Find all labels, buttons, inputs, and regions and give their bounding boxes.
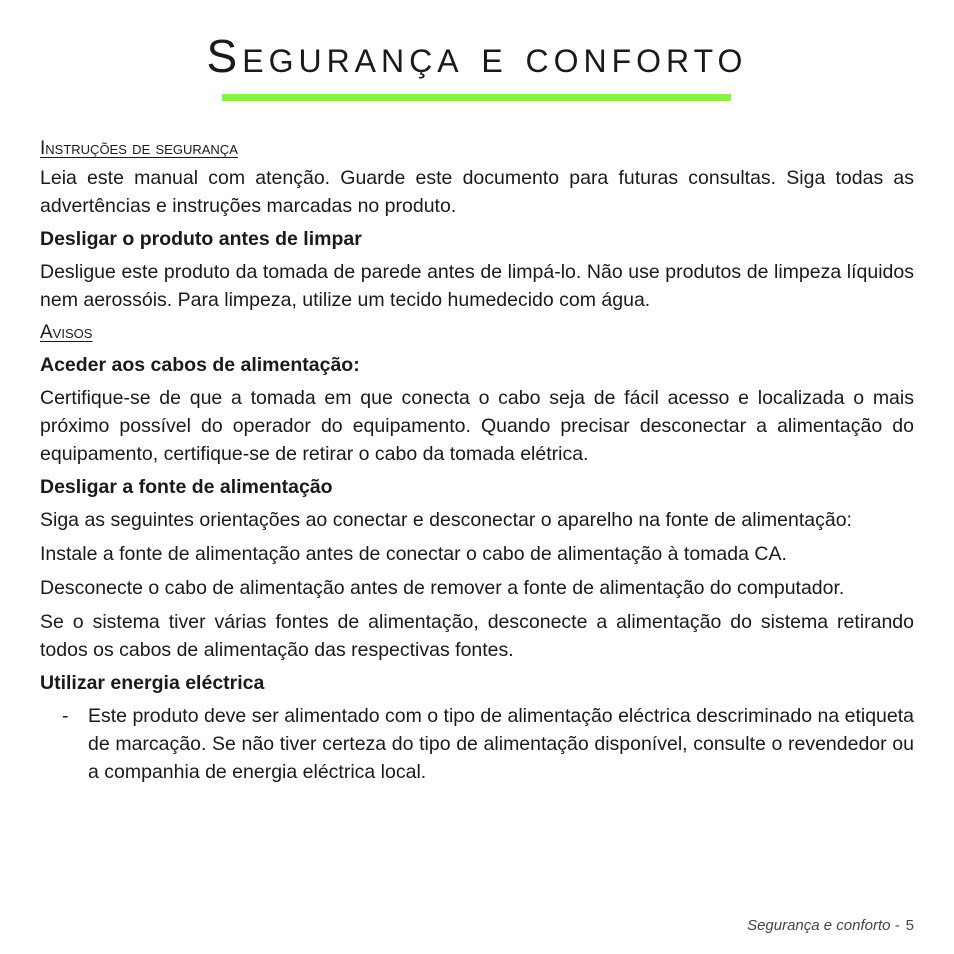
paragraph: Certifique-se de que a tomada em que conecta o cabo seja de fácil acesso e localizada o mais próximo possível do operador do equipamento. Quando precisar desconectar a alimentação do equipamento, certifique-se de retirar o cabo da tomada elétrica. xyxy=(40,387,914,465)
bullet-dash: - xyxy=(62,705,69,727)
page-footer xyxy=(747,917,914,934)
document-body xyxy=(40,136,914,786)
subheading-power-cables: Aceder aos cabos de alimentação: xyxy=(40,354,360,376)
bullet-text: Este produto deve ser alimentado com o tipo de alimentação eléctrica descriminado na etiqueta de marcação. Se não tiver certeza do tipo de alimentação disponível, consulte o revendedor ou a companhia de energia eléctrica local. xyxy=(88,705,914,783)
page-title: Segurança e conforto xyxy=(206,30,748,82)
paragraph: Se o sistema tiver várias fontes de alimentação, desconecte a alimentação do sistema retirando todos os cabos de alimentação das respectivas fontes. xyxy=(40,611,914,661)
footer-title: Segurança e conforto - xyxy=(747,917,900,934)
page-number: 5 xyxy=(905,917,914,934)
section-heading-warnings: Avisos xyxy=(40,322,93,343)
paragraph: Siga as seguintes orientações ao conectar e desconectar o aparelho na fonte de alimentação: xyxy=(40,509,852,531)
paragraph: Desconecte o cabo de alimentação antes de remover a fonte de alimentação do computador. xyxy=(40,577,845,599)
paragraph: Desligue este produto da tomada de parede antes de limpá-lo. Não use produtos de limpeza líquidos nem aerossóis. Para limpeza, utilize um tecido humedecido com água. xyxy=(40,261,914,311)
paragraph: Instale a fonte de alimentação antes de conectar o cabo de alimentação à tomada CA. xyxy=(40,543,787,565)
section-intro: Leia este manual com atenção. Guarde este documento para futuras consultas. Siga todas as advertências e instruções marcadas no produto. xyxy=(40,167,914,217)
section-heading-safety: Instruções de segurança xyxy=(40,138,238,159)
subheading-electric-power: Utilizar energia eléctrica xyxy=(40,672,265,694)
list-item xyxy=(40,702,914,786)
subheading-clean: Desligar o produto antes de limpar xyxy=(40,228,362,250)
subheading-power-supply: Desligar a fonte de alimentação xyxy=(40,476,333,498)
title-underline-rule xyxy=(222,94,731,101)
